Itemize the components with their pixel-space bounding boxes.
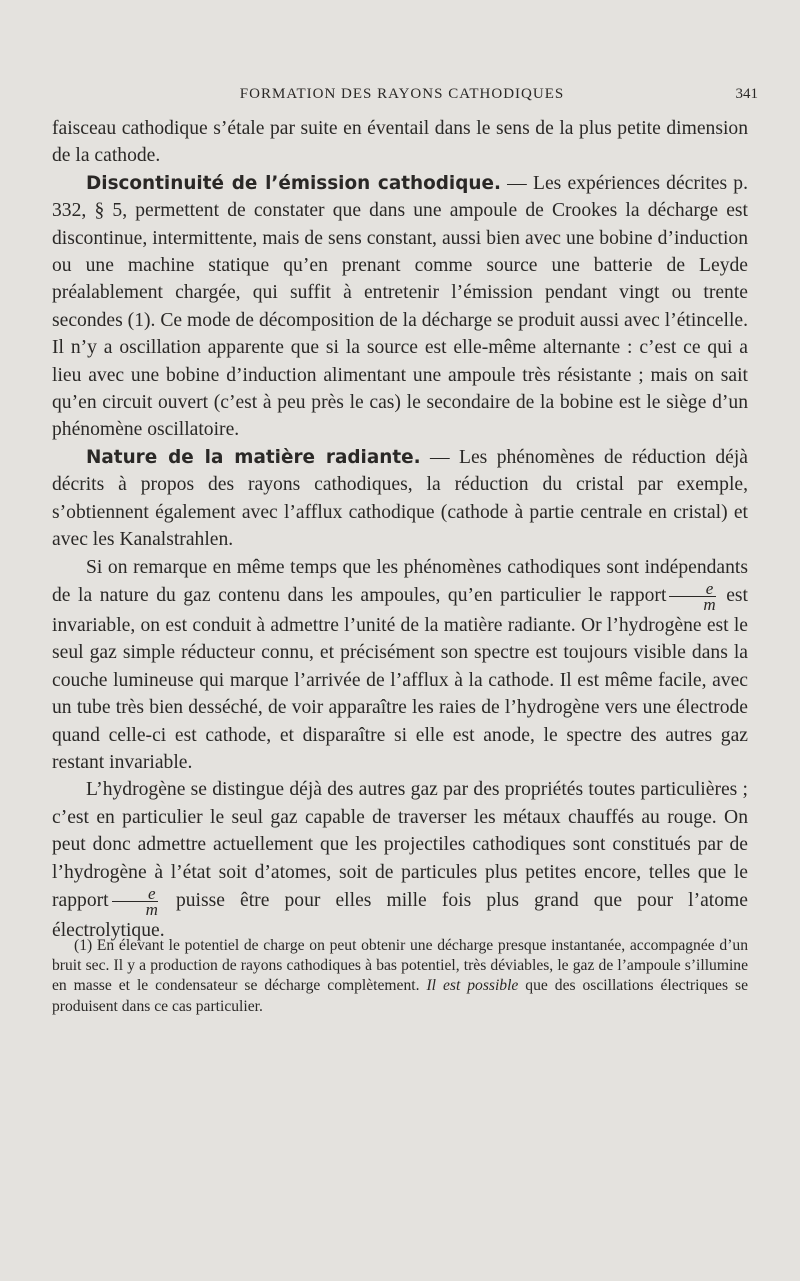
paragraph-2 [52, 170, 748, 444]
paragraph-5-text-after: puisse être pour elles mille fois plus grand que pour l’atome électrolytique. [52, 889, 748, 941]
paragraph-5-text-before: L’hydrogène se distingue déjà des autres gaz par des propriétés toutes particulières ; c’est en particulier le seul gaz capable de traverser les métaux chauffés au rouge. On peut donc admettre actuellement que les projectiles cathodiques sont constitués par de l’hydrogène à l’état soit d’atomes, soit de particules plus petites encore, telles que le rapport [52, 779, 748, 911]
page-number: 341 [735, 86, 758, 102]
fraction-numerator: e [669, 581, 715, 597]
section-heading-discontinuite: Discontinuité de l’émission cathodique. [86, 172, 501, 194]
fraction-e-over-m-2 [112, 883, 158, 919]
footnote-text-before: (1) En élevant le potentiel de charge on peut obtenir une décharge presque instantanée, accompagnée d’un bruit sec. Il y a production de rayons cathodiques à bas potentiel, très déviables, le gaz de l’ampoule s’illumine en masse et le condensateur se décharge complètement. [52, 937, 748, 995]
fraction-numerator-2: e [112, 886, 158, 902]
paragraph-4-text-before: Si on remarque en même temps que les phénomènes cathodiques sont indépendants de la nature du gaz contenu dans les ampoules, qu’en particulier le rapport [52, 556, 748, 606]
footnote-text-after: que des oscillations électriques se produisent dans ce cas particulier. [52, 977, 748, 1015]
fraction-e-over-m [669, 578, 716, 614]
footnote-italic: Il est possible [426, 977, 519, 995]
footnote-1 [52, 936, 748, 1017]
running-title: FORMATION DES RAYONS CATHODIQUES [239, 86, 565, 102]
body-text [52, 115, 748, 944]
paragraph-4 [52, 554, 748, 777]
fraction-denominator-2: m [145, 899, 158, 919]
running-header [52, 82, 758, 108]
fraction-denominator: m [703, 594, 716, 614]
paragraph-1-text: faisceau cathodique s’étale par suite en éventail dans le sens de la plus petite dimension de la cathode. [52, 118, 748, 167]
paragraph-1 [52, 115, 748, 170]
paragraph-3 [52, 444, 748, 554]
paragraph-2-text: — Les expériences décrites p. 332, § 5, permettent de constater que dans une ampoule de Crookes la décharge est discontinue, intermittente, mais de sens constant, aussi bien avec une bobine d’induction ou une machine statique qu’en prenant comme source une batterie de Leyde préalablement chargée, qui suffit à entretenir l’émission pendant vingt ou trente secondes (1). Ce mode de décomposition de la décharge se produit aussi avec l’étincelle. Il n’y a oscillation apparente que si la source est elle-même alternante : c’est ce qui a lieu avec une bobine d’induction alimentant une ampoule très résistante ; mais on sait qu’en circuit ouvert (c’est à peu près le cas) le secondaire de la bobine est le siège d’un phénomène oscillatoire. [52, 172, 748, 441]
paragraph-3-text: — Les phénomènes de réduction déjà décrits à propos des rayons cathodiques, la réduction du cristal par exemple, s’obtiennent également avec l’afflux cathodique (cathode à partie centrale en cristal) et avec les Kanalstrahlen. [52, 446, 748, 551]
section-heading-nature: Nature de la matière radiante. [86, 446, 421, 468]
paragraph-4-text-after: est invariable, on est conduit à admettre l’unité de la matière radiante. Or l’hydrogène est le seul gaz simple réducteur connu, et précisément son spectre est toujours visible dans la couche lumineuse qui marque l’arrivée de l’afflux à la cathode. Il est même facile, avec un tube très bien desséché, de voir apparaître les raies de l’hydrogène vers une électrode quand celle-ci est cathode, et disparaître si elle est anode, le spectre des autres gaz restant invariable. [52, 584, 748, 773]
paragraph-5 [52, 776, 748, 944]
footnote [52, 936, 748, 1017]
